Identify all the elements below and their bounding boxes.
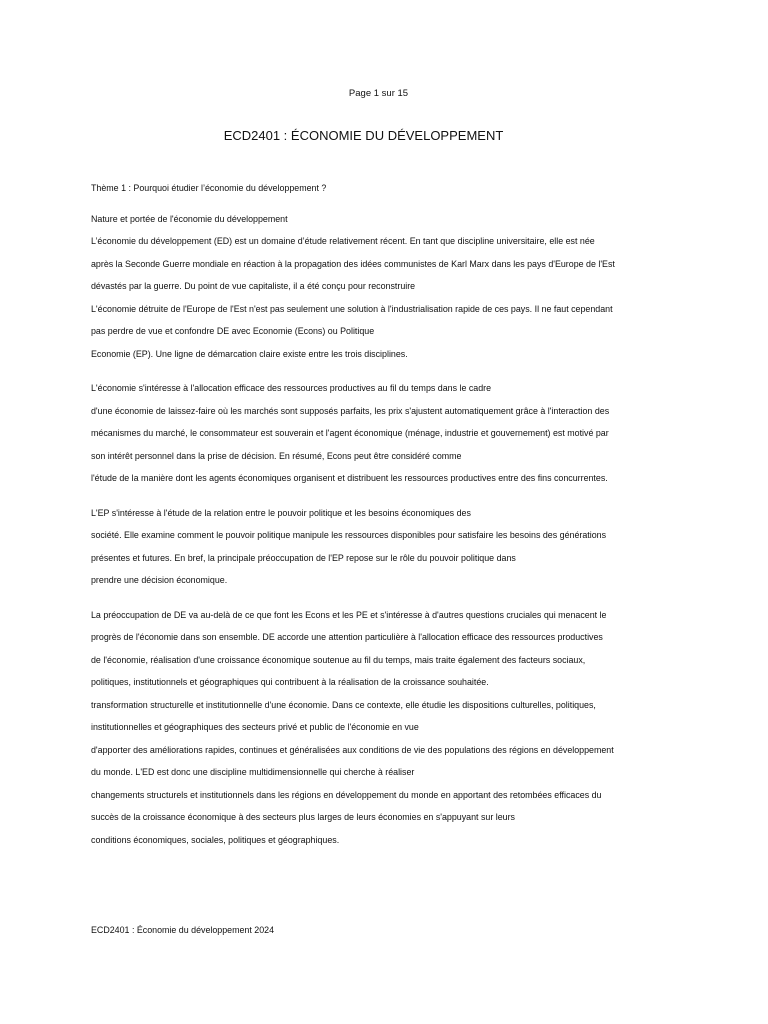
- paragraph-line: mécanismes du marché, le consommateur est souverain et l'agent économique (ménage, industrie et gouvernement) est motivé par: [91, 428, 609, 438]
- page-footer: ECD2401 : Économie du développement 2024: [91, 925, 275, 935]
- section-heading: Nature et portée de l'économie du développement: [91, 213, 288, 224]
- paragraph-line: prendre une décision économique.: [91, 575, 228, 585]
- paragraph-line: conditions économiques, sociales, politiques et géographiques.: [91, 834, 340, 845]
- paragraph-line: politiques, institutionnels et géographiques qui contribuent à la réalisation de la croissance souhaitée.: [91, 677, 489, 687]
- paragraph-line: L'économie s'intéresse à l'allocation efficace des ressources productives au fil du temps dans le cadre: [91, 383, 492, 393]
- paragraph-line: l'étude de la manière dont les agents économiques organisent et distribuent les ressources productives entre des fins concurrentes.: [91, 473, 608, 483]
- paragraph-line: changements structurels et institutionnels dans les régions en développement du monde en apportant des retombées efficaces du: [91, 789, 602, 800]
- theme-heading: Thème 1 : Pourquoi étudier l’économie du développement ?: [91, 183, 327, 193]
- paragraph-line: d'une économie de laissez-faire où les marchés sont supposés parfaits, les prix s'ajustent automatiquement grâce à l'interaction des: [91, 405, 610, 416]
- paragraph-line: son intérêt personnel dans la prise de décision. En résumé, Econs peut être considéré comme: [91, 450, 462, 461]
- paragraph-line: dévastés par la guerre. Du point de vue capitaliste, il a été conçu pour reconstruire: [91, 281, 416, 291]
- paragraph-line: société. Elle examine comment le pouvoir politique manipule les ressources disponibles pour satisfaire les besoins des générations: [91, 530, 607, 540]
- spacer: [91, 369, 691, 381]
- paragraph-3: [91, 506, 691, 596]
- spacer: [91, 204, 691, 212]
- paragraph-line: Economie (EP). Une ligne de démarcation claire existe entre les trois disciplines.: [91, 348, 408, 359]
- paragraph-line: L'économie détruite de l'Europe de l'Est n'est pas seulement une solution à l'industrialisation rapide de ces pays. Il ne faut cependant: [91, 303, 613, 314]
- paragraph-line: succès de la croissance économique à des secteurs plus larges de leurs économies en s'appuyant sur leurs: [91, 812, 515, 822]
- spacer: [91, 494, 691, 506]
- spacer: [91, 596, 691, 608]
- paragraph-line: progrès de l'économie dans son ensemble. DE accorde une attention particulière à l'allocation efficace des ressources productives: [91, 632, 603, 642]
- paragraph-1: [91, 234, 691, 369]
- paragraph-2: [91, 381, 691, 494]
- document-body: [91, 181, 691, 855]
- paragraph-line: institutionnelles et géographiques des secteurs privé et public de l'économie en vue: [91, 722, 419, 732]
- document-title: ECD2401 : ÉCONOMIE DU DÉVELOPPEMENT: [223, 128, 504, 143]
- paragraph-line: de l'économie, réalisation d'une croissance économique soutenue au fil du temps, mais traite également des facteurs sociaux,: [91, 654, 586, 665]
- paragraph-line: transformation structurelle et institutionnelle d'une économie. Dans ce contexte, elle étudie les dispositions culturelles, politiques,: [91, 699, 596, 710]
- paragraph-line: d'apporter des améliorations rapides, continues et généralisées aux conditions de vie des populations des régions en développement: [91, 744, 614, 755]
- paragraph-4: [91, 608, 691, 856]
- paragraph-line: L’économie du développement (ED) est un domaine d’étude relativement récent. En tant que discipline universitaire, elle est née: [91, 236, 595, 246]
- paragraph-line: La préoccupation de DE va au-delà de ce que font les Econs et les PE et s'intéresse à d'autres questions cruciales qui menacent le: [91, 609, 607, 620]
- paragraph-line: pas perdre de vue et confondre DE avec Economie (Econs) ou Politique: [91, 326, 375, 336]
- page-number: Page 1 sur 15: [348, 88, 409, 99]
- paragraph-line: après la Seconde Guerre mondiale en réaction à la propagation des idées communistes de Karl Marx dans les pays d'Europe de l'Est: [91, 258, 615, 269]
- paragraph-line: L'EP s'intéresse à l'étude de la relation entre le pouvoir politique et les besoins économiques des: [91, 507, 471, 518]
- paragraph-line: présentes et futures. En bref, la principale préoccupation de l'EP repose sur le rôle du pouvoir politique dans: [91, 552, 516, 563]
- paragraph-line: du monde. L'ED est donc une discipline multidimensionnelle qui cherche à réaliser: [91, 767, 415, 777]
